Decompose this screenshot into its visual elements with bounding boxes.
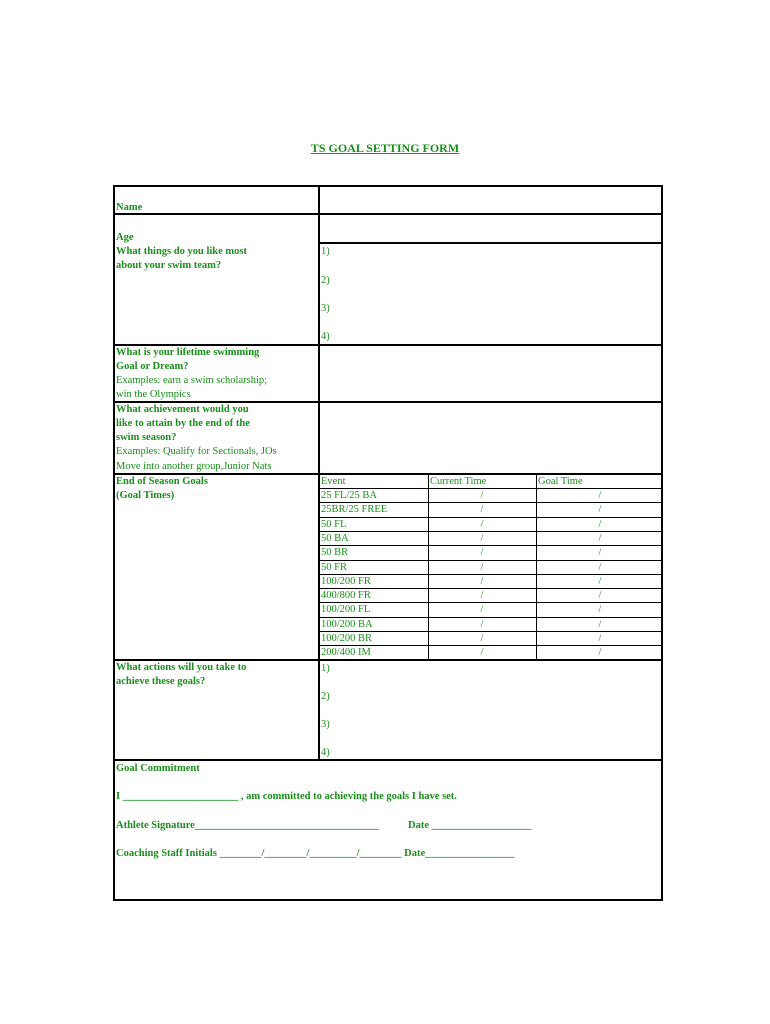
row-divider [319,242,663,244]
event-name: 100/200 FR [321,576,371,587]
likes-item: 3) [321,303,330,314]
age-label: Age [116,232,134,243]
event-name: 50 BR [321,547,349,558]
goal-time-cell[interactable]: / [598,547,602,558]
current-time-cell[interactable]: / [480,490,484,501]
event-name: 100/200 BR [321,633,373,644]
event-name: 200/400 IM [321,647,371,658]
lifetime-label: What is your lifetime swimming [116,347,260,358]
current-time-cell[interactable]: / [480,519,484,530]
actions-label: What actions will you take to [116,662,247,673]
grid-line [320,517,662,518]
current-time-cell[interactable]: / [480,576,484,587]
page-title: TS GOAL SETTING FORM [310,141,460,155]
grid-line [320,545,662,546]
event-name: 50 FR [321,562,347,573]
current-time-cell[interactable]: / [480,633,484,644]
likes-item: 1) [321,246,330,257]
athlete-signature-field[interactable]: Athlete Signature___________________________________ [116,820,379,831]
current-time-cell[interactable]: / [480,504,484,515]
current-time-cell[interactable]: / [480,647,484,658]
lifetime-example: Examples: earn a swim scholarship; [116,375,268,386]
event-name: 25 FL/25 BA [321,490,378,501]
likes-item: 2) [321,275,330,286]
event-name: 50 BA [321,533,349,544]
eos-label: End of Season Goals [116,476,208,487]
current-time-cell[interactable]: / [480,562,484,573]
season-label: like to attain by the end of the [116,418,250,429]
current-time-cell[interactable]: / [480,590,484,601]
goal-time-cell[interactable]: / [598,533,602,544]
commitment-label: Goal Commitment [116,763,200,774]
event-name: 100/200 FL [321,604,371,615]
commitment-statement[interactable]: I ______________________ , am committed to achieving the goals I have set. [116,791,457,802]
date-field[interactable]: Date ___________________ [408,820,532,831]
event-name: 400/800 FR [321,590,371,601]
name-label: Name [116,202,143,213]
goal-time-cell[interactable]: / [598,519,602,530]
goal-time-cell[interactable]: / [598,490,602,501]
actions-item: 1) [321,663,330,674]
goal-time-cell[interactable]: / [598,633,602,644]
current-time-cell[interactable]: / [480,533,484,544]
current-time-cell[interactable]: / [480,604,484,615]
eos-label: (Goal Times) [116,490,175,501]
event-name: 50 FL [321,519,347,530]
actions-item: 3) [321,719,330,730]
grid-line [320,574,662,575]
lifetime-label: Goal or Dream? [116,361,189,372]
row-divider [113,213,663,215]
goal-time-cell[interactable]: / [598,562,602,573]
goal-time-cell[interactable]: / [598,647,602,658]
likes-label: about your swim team? [116,260,222,271]
goal-time-cell[interactable]: / [598,590,602,601]
event-name: 100/200 BA [321,619,373,630]
season-example: Move into another group,Junior Nats [116,461,272,472]
likes-item: 4) [321,331,330,342]
actions-item: 4) [321,747,330,758]
season-label: swim season? [116,432,177,443]
goal-time-cell[interactable]: / [598,504,602,515]
lifetime-example: win the Olympics [116,389,191,400]
goal-time-cell[interactable]: / [598,576,602,587]
event-name: 25BR/25 FREE [321,504,388,515]
row-divider [113,759,663,761]
goal-time-cell[interactable]: / [598,604,602,615]
current-time-cell[interactable]: / [480,547,484,558]
current-time-cell[interactable]: / [480,619,484,630]
likes-label: What things do you like most [116,246,247,257]
season-label: What achievement would you [116,404,249,415]
season-example: Examples: Qualify for Sectionals, JOs [116,446,277,457]
coaching-initials-field[interactable]: Coaching Staff Initials ________/________/_________/________ Date_________________ [116,848,515,859]
goal-time-cell[interactable]: / [598,619,602,630]
grid-line [320,560,662,561]
event-header: Event [321,476,346,487]
grid-line [320,602,662,603]
grid-line [320,531,662,532]
goal-time-header: Goal Time [538,476,583,487]
grid-line [320,588,662,589]
actions-label: achieve these goals? [116,676,206,687]
actions-item: 2) [321,691,330,702]
current-time-header: Current Time [430,476,487,487]
column-divider [318,185,320,760]
